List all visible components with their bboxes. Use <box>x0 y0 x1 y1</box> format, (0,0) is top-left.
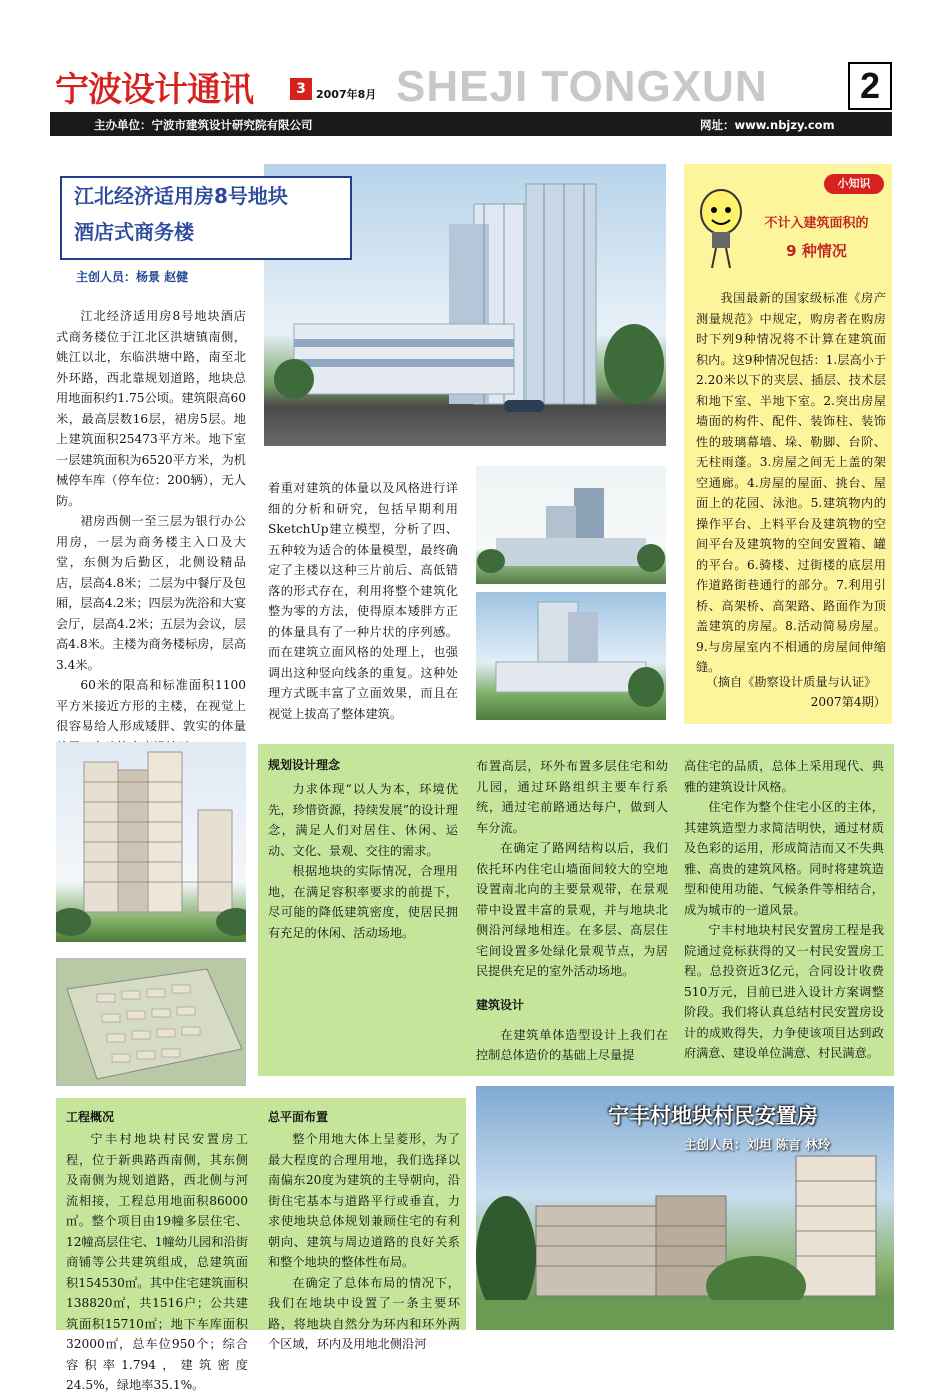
article1-column1 <box>56 306 246 757</box>
aerial-view-rendering <box>56 958 246 1086</box>
article1-paragraph: 着重对建筑的体量以及风格进行详细的分析和研究，包括早期利用SketchUp建立模型，分析了四、五种较为适合的体量模型，最终确定了主楼以这种三片前后、高低错落的形式存在，利用将整个建筑化整为零的方法，使得原本矮胖方正的体量具有了一种片状的序列感。而在建筑立面风格的处理上，也强调出这种竖向线条的重复。这种处理方式既丰富了立面效果，而且在视觉上拔高了整体建筑。 <box>268 481 458 721</box>
elevation-illustration <box>476 466 666 584</box>
tip-body: 我国最新的国家级标准《房产测量规范》中规定，购房者在购房时下列9种情况将不计算在建筑面积内。这9种情况包括：1.层高小于2.20米以下的夹层、插层、技术层和地下室、半地下室。2.突出房屋墙面的构件、配件、装饰柱、装饰性的玻璃幕墙、垛、勒脚、台阶、无柱雨蓬。3.房屋之间无上盖的架空通廊。4.房屋的屋面、挑台、屋面上的花园、泳池。5.建筑物内的操作平台、上料平台及建筑物的空间平台及建筑物的空间安置箱、罐的平台。6.骑楼、过街楼的底层用作道路街巷通行的部分。7.利用引桥、高架桥、高架路、路面作为顶盖建筑的房屋。8.活动简易房屋。9.与房屋室内不相通的房屋间伸缩缝。 <box>696 291 887 674</box>
sponsor-bar <box>50 112 892 136</box>
architecture-heading: 建筑设计 <box>476 997 525 1012</box>
tip-badge: 小知识 <box>824 174 884 194</box>
overview-heading: 工程概况 <box>66 1110 115 1124</box>
article1-paragraph: 60米的限高和标准面积1100平方米接近方形的主楼，在视觉上很容易给人形成矮胖、敦实的体量 <box>56 678 246 733</box>
article1-title-box <box>60 176 352 260</box>
overview-paragraph: 宁丰村地块村民安置房工程，位于新典路西南侧，其东侧及南侧为规划道路，西北侧与河流相接，工程总用地面积86000㎡。整个项目由19幢多层住宅、12幢高层住宅、1幢幼儿园和沿街商铺等公共建筑组成，总建筑面积154530㎡。其中住宅建筑面积 138820㎡，共1516户；公共建筑面积15710㎡；地下车库面积 32000㎡，总车位950个；综合容积率1.794，建筑密度24.5%，绿地率35.1%。 <box>66 1132 248 1392</box>
architecture-paragraph: 高住宅的品质，总体上采用现代、典雅的建筑设计风格。 <box>684 759 884 794</box>
architecture-paragraph: 宁丰村地块村民安置房工程是我院通过竞标获得的又一村民安置房工程。总投资近3亿元，合同设计收费510万元，目前已进入设计方案调整阶段。我们将认真总结村民安置房设计的成败得失，力争使该项目达到政府满意、建设单位满意、村民满意。 <box>684 923 884 1060</box>
article2-title: 宁丰村地块村民安置房 <box>608 1104 818 1128</box>
architecture-paragraph: 在建筑单体造型设计上我们在控制总体造价的基础上尽量提 <box>476 1027 668 1062</box>
article1-title-line2: 酒店式商务楼 <box>74 220 194 244</box>
lightbulb-icon <box>692 176 750 272</box>
highrise-housing-rendering <box>56 742 246 942</box>
tip-title-line2: 9 种情况 <box>786 242 847 260</box>
article1-paragraph: 江北经济适用房8号地块酒店式商务楼位于江北区洪塘镇南侧，姚江以北，东临洪塘中路，南至北外环路，西北靠规划道路，地块总用地面积约1.75公顷。建筑限高60米，最高层数16层，裙房5层。地上建筑面积25473平方米。地下室一层建筑面积为6520平方米，为机械停车库（停车位：200辆），无人防。 <box>56 309 246 508</box>
masthead-pinyin: SHEJI TONGXUN <box>396 62 768 111</box>
panel-gap <box>258 1076 466 1098</box>
aerial-illustration <box>57 959 246 1086</box>
issue-number: 3 <box>290 78 312 100</box>
planning-paragraph: 在确定了路网结构以后，我们依托环内住宅山墙面间较大的空地设置南北向的主要景观带，在景观带中设置丰富的景观，并与地块北侧沿河绿地相连。在多层、高层住宅间设置多处绿化景观节点，为居民提供充足的室外活动场地。 <box>476 841 668 978</box>
issue-date: 2007年8月 <box>316 88 377 101</box>
page-number: 2 <box>848 62 892 110</box>
sponsor-text: 主办单位：宁波市建筑设计研究院有限公司 <box>94 118 313 132</box>
tip-source-line1: （摘自《勘察设计质量与认证》 <box>705 675 877 689</box>
planning-middle-column <box>476 756 668 1066</box>
article1-paragraph: 裙房西侧一至三层为银行办公用房，一层为商务楼主入口及大堂，东侧为后勤区，北侧设精品店，层高4.8米；二层为中餐厅及包厢，层高4.2米；四层为洗浴和大宴会厅，层高4.2米；五层为会议，层高4.8米。主楼为商务楼标房，层高3.4米。 <box>56 514 247 672</box>
layout-paragraph: 在确定了总体布局的情况下，我们在地块中设置了一条主要环路，将地块自然分为环内和环外两个区域，环内及用地北侧沿河 <box>268 1275 460 1351</box>
masthead-logo: 宁波设计通讯 <box>55 70 253 110</box>
layout-paragraph: 整个用地大体上呈菱形，为了最大程度的合理用地，我们选择以南偏东20度为建筑的主导朝向，沿街住宅基本与道路平行或垂直，力求使地块总体规划兼顾住宅的有利朝向、建筑与周边道路的良好关系和整个地块的整体性布局。 <box>268 1132 460 1269</box>
planning-paragraph: 根据地块的实际情况，合理用地，在满足容积率要求的前提下，尽可能的降低建筑密度，使居民拥有充足的休闲、活动场地。 <box>268 864 458 940</box>
tip-source-line2: 2007第4期） <box>810 695 886 709</box>
article1-title-line1: 江北经济适用房8号地块 <box>74 184 288 208</box>
planning-column <box>268 756 458 943</box>
knowledge-tip-box <box>684 164 892 724</box>
planning-heading: 规划设计理念 <box>268 758 341 772</box>
layout-column <box>268 1108 460 1355</box>
architecture-paragraph: 住宅作为整个住宅小区的主体，其建筑造型力求简洁明快，通过材质及色彩的运用，形成简洁而又不失典雅、高贵的建筑风格。同时将建筑造型和使用功能、气候条件等相结合，成为城市的一道风景。 <box>684 800 884 917</box>
tip-title-line1: 不计入建筑面积的 <box>764 216 869 231</box>
website-link[interactable]: 网址：www.nbjzy.com <box>700 118 835 132</box>
highrise-illustration <box>56 742 246 942</box>
planning-paragraph: 力求体现“以人为本，环境优先，珍惜资源，持续发展”的设计理念，满足人们对居住、休闲、运动、文化、景观、交往的需求。 <box>268 782 458 858</box>
layout-heading: 总平面布置 <box>268 1110 329 1124</box>
planning-paragraph: 布置高层，环外布置多层住宅和幼儿园，通过环路组织主要车行系统，通过宅前路通达每户，做到人车分流。 <box>476 759 668 835</box>
elevation-rendering <box>476 466 666 584</box>
article1-column2 <box>268 478 458 724</box>
article2-team: 主创人员：刘坦 陈言 林玲 <box>684 1137 831 1152</box>
overview-column <box>66 1108 248 1396</box>
article1-team: 主创人员：杨景 赵健 <box>76 270 189 284</box>
perspective-illustration <box>476 592 666 720</box>
perspective-rendering <box>476 592 666 720</box>
architecture-right-column <box>684 756 884 1064</box>
